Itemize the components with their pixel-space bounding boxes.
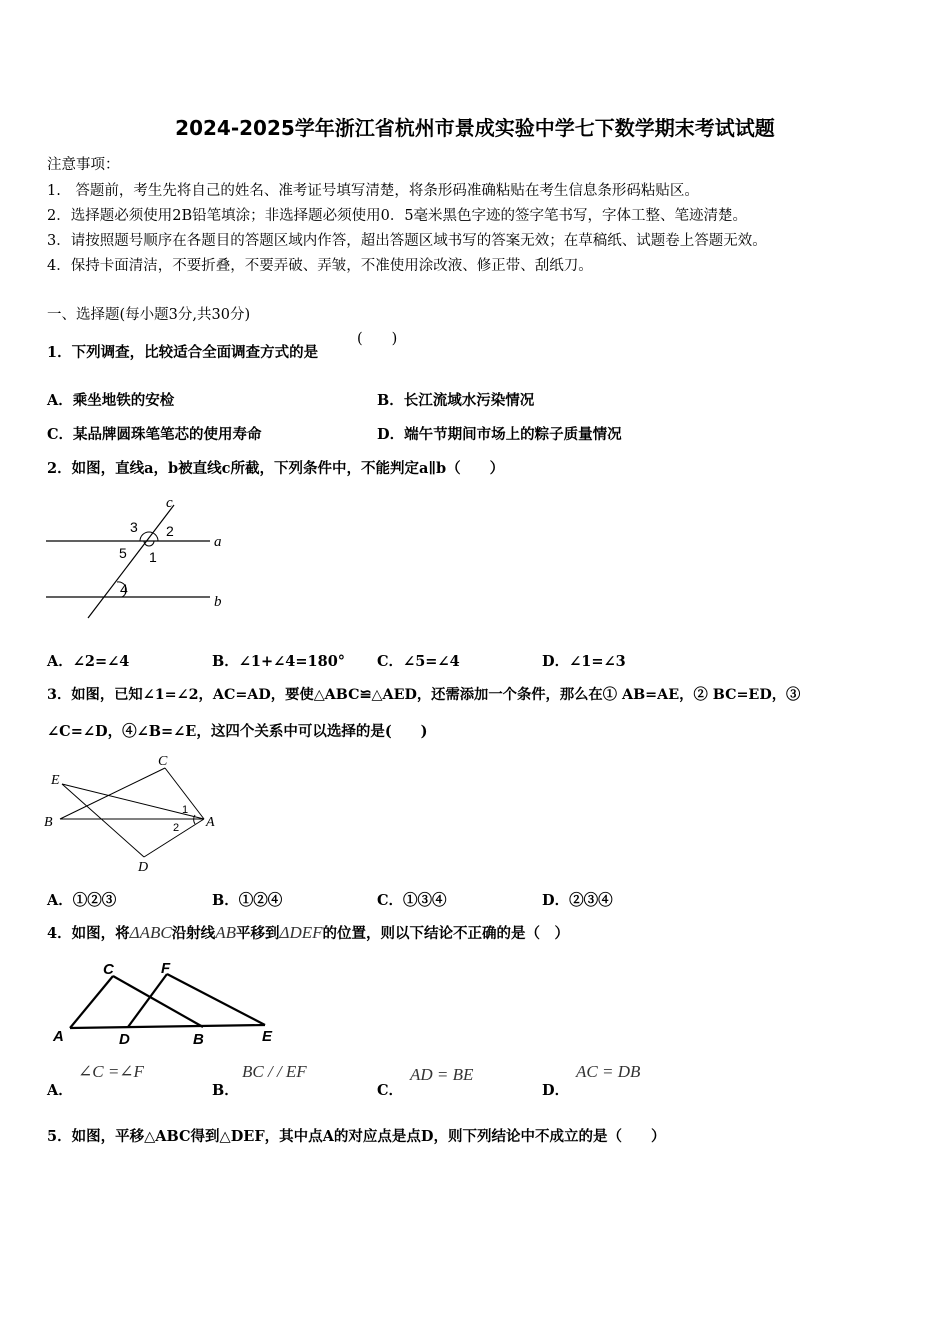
q4-option-b-expr: BC / / EF: [242, 1062, 307, 1081]
q3-option-c: C．①③④: [377, 892, 447, 909]
q4-figure: [45, 955, 285, 1050]
q1-option-a: A．乘坐地铁的安检: [47, 392, 175, 409]
segment-ed: [62, 784, 144, 857]
q4-stem-text: 沿射线: [171, 925, 216, 942]
q4-stem: [47, 922, 569, 943]
label-angle1: 1: [182, 804, 189, 816]
label-c: C: [103, 961, 114, 978]
notice-item: 1. 答题前，考生先将自己的姓名、准考证号填写清楚，将条形码准确粘贴在考生信息条形码粘贴区。: [47, 183, 699, 199]
q2-option-c: C．∠5=∠4: [377, 653, 460, 670]
segment-df: [128, 974, 167, 1027]
q1-answer-paren: ( ): [357, 331, 398, 347]
label-angle3: 3: [130, 519, 138, 535]
q3-figure: [40, 750, 230, 880]
angle-arc: [140, 532, 158, 541]
q4-stem-text: 的位置，则以下结论不正确的是（ ）: [322, 925, 569, 942]
q3-option-a: A．①②③: [47, 892, 117, 909]
label-b: B: [193, 1031, 204, 1048]
segment-fe: [167, 974, 265, 1025]
q4-stem-text: 平移到: [235, 925, 280, 942]
q3-option-d: D．②③④: [542, 892, 613, 909]
segment-cb: [113, 976, 203, 1027]
notice-item: 4．保持卡面清洁，不要折叠，不要弄破、弄皱，不准使用涂改液、修正带、刮纸刀。: [47, 258, 593, 274]
label-angle1: 1: [149, 549, 157, 565]
q4-stem-text: 4．如图，将: [47, 925, 130, 942]
label-a: A: [53, 1028, 64, 1045]
q4-option-a-expr: ∠C =∠F: [78, 1062, 144, 1081]
label-angle2: 2: [173, 822, 180, 834]
label-e: E: [51, 773, 60, 788]
q4-math-abc: ΔABC: [129, 923, 172, 942]
q4-option-b-letter: B．: [212, 1082, 239, 1099]
notice-item: 2．选择题必须使用2B铅笔填涂；非选择题必须使用0．5毫米黑色字迹的签字笔书写，字体工整、笔迹清楚。: [47, 208, 748, 224]
q4-math-def: ΔDEF: [279, 923, 323, 942]
label-angle4: 4: [120, 581, 128, 597]
q2-option-b: B．∠1+∠4=180°: [212, 653, 346, 670]
label-c: C: [158, 754, 168, 769]
q1-option-c: C．某品牌圆珠笔笔芯的使用寿命: [47, 426, 262, 443]
q1-option-d: D．端午节期间市场上的粽子质量情况: [377, 426, 622, 443]
q4-option-c-expr: AD = BE: [410, 1065, 474, 1084]
segment-bc: [60, 768, 165, 819]
notice-heading: 注意事项：: [47, 157, 120, 173]
page-title: 2024-2025学年浙江省杭州市景成实验中学七下数学期末考试试题: [175, 116, 775, 140]
section-heading: 一、选择题(每小题3分,共30分): [47, 307, 251, 323]
q4-math-ab: AB: [215, 923, 236, 942]
q2-figure: [40, 490, 240, 620]
q1-option-b: B．长江流域水污染情况: [377, 392, 535, 409]
label-angle5: 5: [119, 545, 127, 561]
q4-option-c-letter: C．: [377, 1082, 404, 1099]
label-b: b: [214, 594, 222, 610]
label-angle2: 2: [166, 523, 174, 539]
q4-option-a-letter: A．: [47, 1082, 73, 1099]
label-a: A: [206, 815, 215, 830]
q3-stem-line2: ∠C=∠D，④∠B=∠E，这四个关系中可以选择的是( ): [47, 723, 428, 740]
q3-stem-line1: 3．如图，已知∠1=∠2，AC=AD，要使△ABC≌△AED，还需添加一个条件，那么在① AB=AE，② BC=ED，③: [47, 687, 801, 703]
q3-option-b: B．①②④: [212, 892, 283, 909]
q4-option-d-expr: AC = DB: [576, 1062, 641, 1081]
label-d: D: [119, 1031, 130, 1048]
label-a: a: [214, 534, 222, 550]
label-b: B: [44, 815, 53, 830]
segment-ac: [70, 976, 113, 1028]
label-e: E: [262, 1028, 273, 1045]
q4-option-d-letter: D．: [542, 1082, 570, 1099]
label-c: c: [166, 495, 173, 511]
q2-option-a: A．∠2=∠4: [47, 653, 130, 670]
label-f: F: [161, 960, 171, 977]
q5-stem: 5．如图，平移△ABC得到△DEF，其中点A的对应点是点D，则下列结论中不成立的是（ ）: [47, 1128, 666, 1145]
label-d: D: [138, 860, 149, 875]
segment-ae: [70, 1025, 265, 1028]
q1-stem: 1．下列调查，比较适合全面调查方式的是: [47, 344, 319, 361]
q2-option-d: D．∠1=∠3: [542, 653, 626, 670]
q2-stem: 2．如图，直线a，b被直线c所截，下列条件中，不能判定a∥b（ ）: [47, 460, 505, 477]
notice-item: 3．请按照题号顺序在各题目的答题区域内作答，超出答题区域书写的答案无效；在草稿纸、试题卷上答题无效。: [47, 233, 767, 249]
